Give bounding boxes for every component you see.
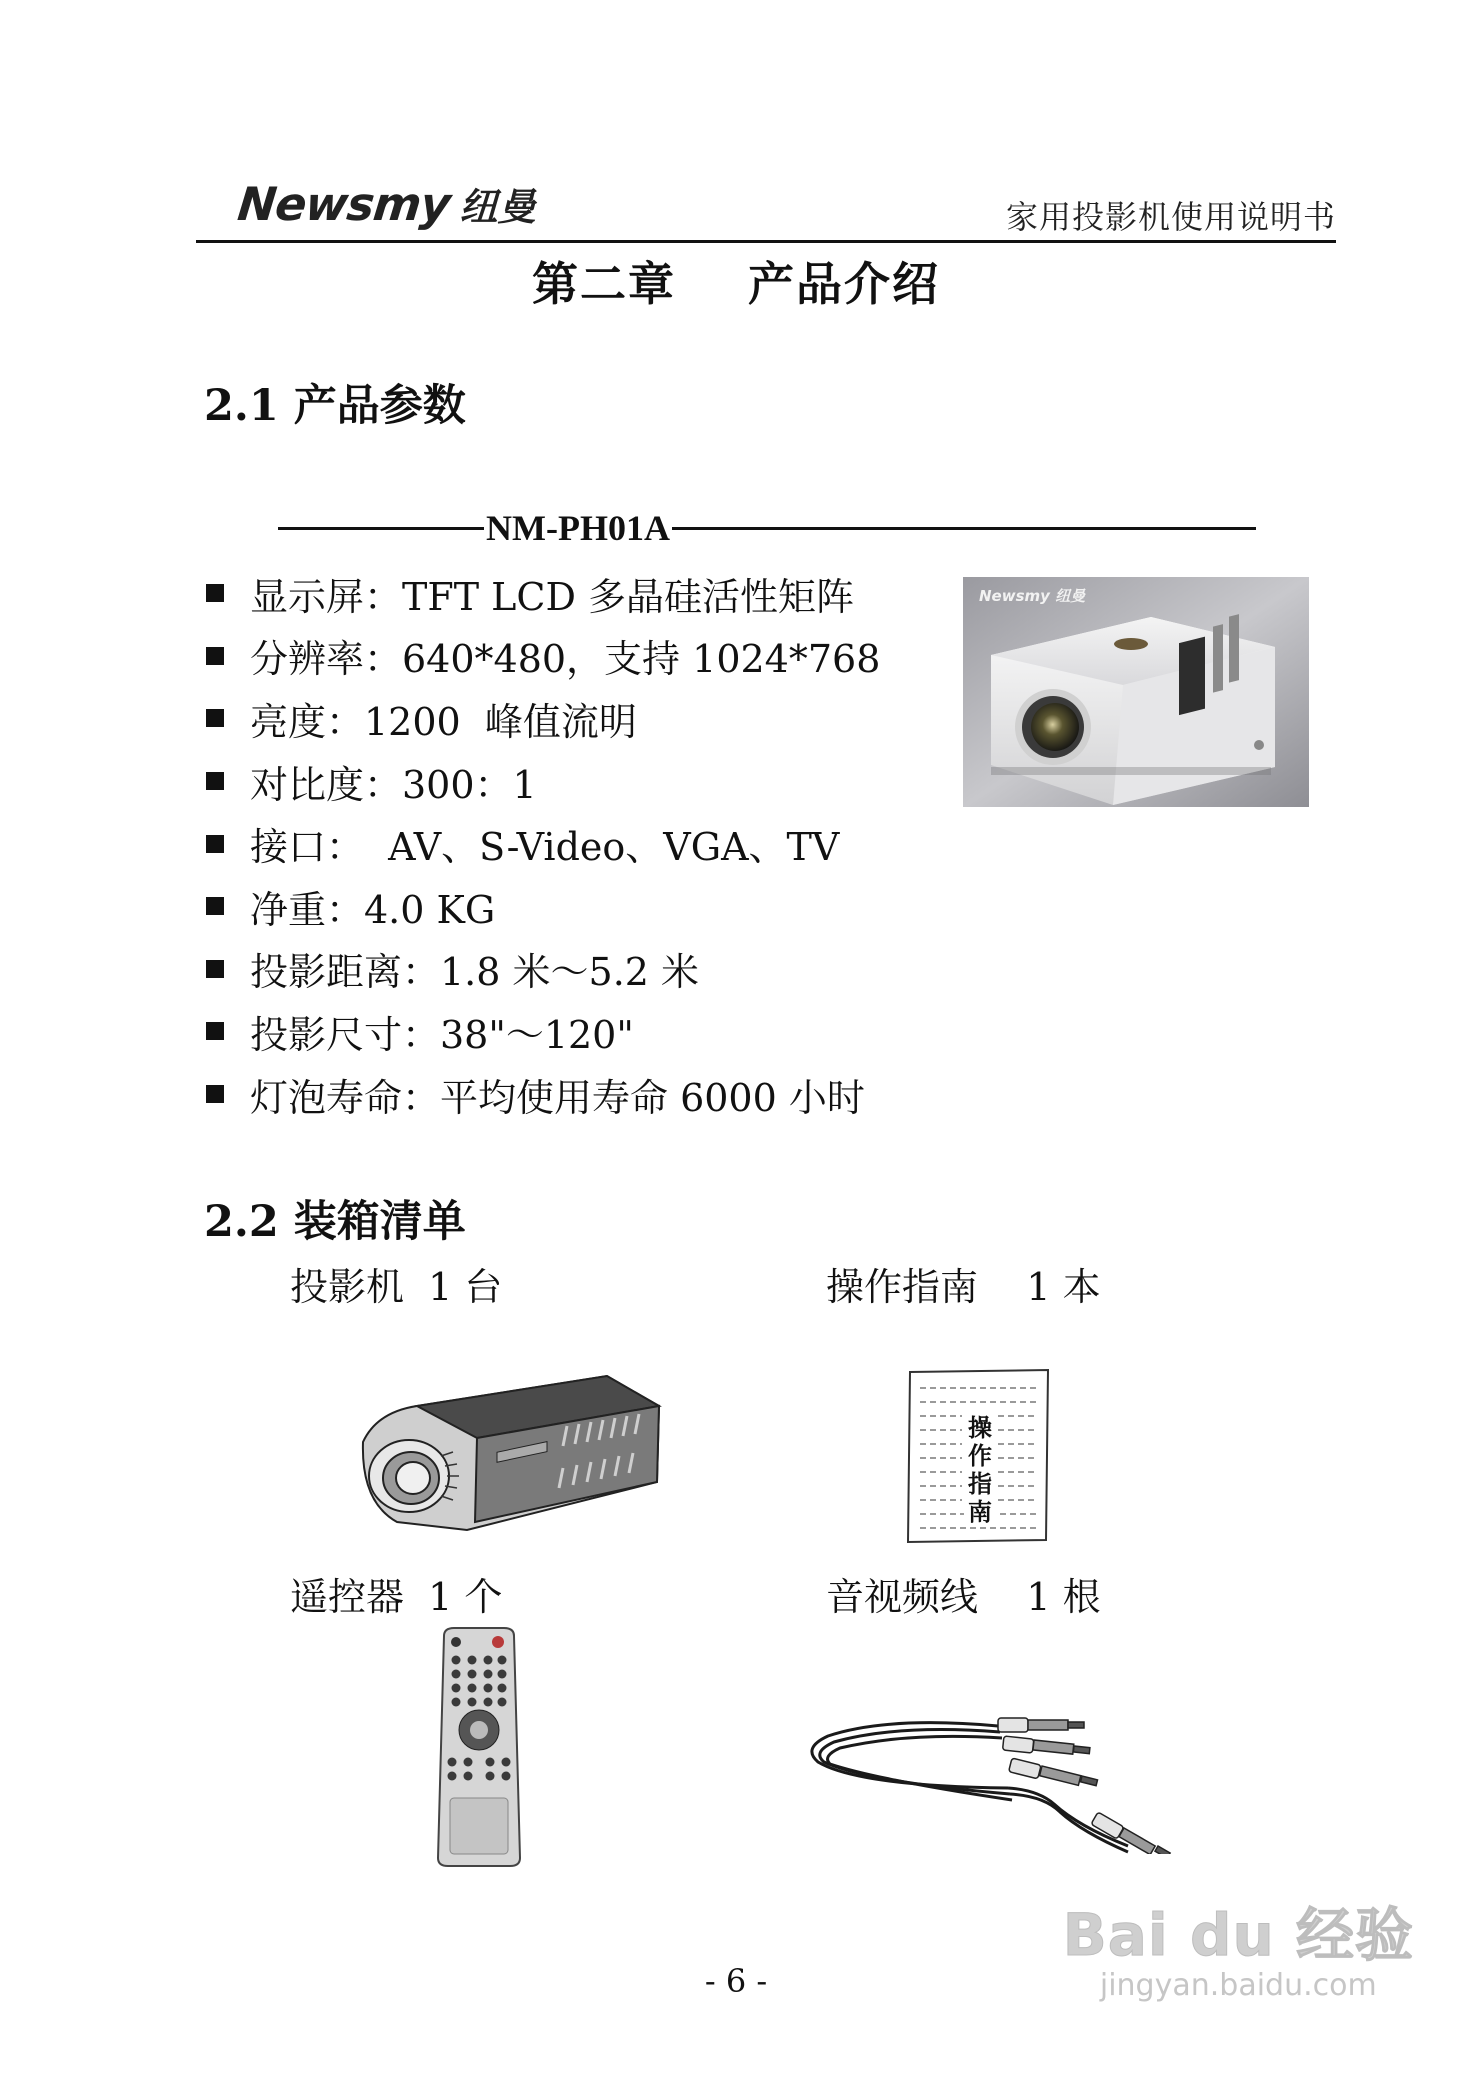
logo-text-en: Newsmy — [235, 177, 453, 231]
spec-item — [206, 687, 880, 750]
page-number: - 6 - — [704, 1962, 768, 2000]
watermark-url: jingyan.baidu.com — [1099, 1968, 1377, 2003]
spec-item — [206, 875, 880, 938]
section-heading-specs: 2.1 产品参数 — [204, 381, 466, 431]
spec-item — [206, 750, 880, 813]
spec-item — [206, 562, 880, 625]
header-divider — [196, 240, 1336, 243]
spec-item — [206, 1063, 880, 1126]
spec-text: 净重：4.0 KG — [250, 887, 496, 932]
packing-item-projector-label: 投影机 1 台 — [290, 1265, 503, 1309]
section-heading-packing-list: 2.2 装箱清单 — [204, 1197, 466, 1247]
baidu-jingyan-watermark — [1063, 1888, 1414, 2003]
projector-photo — [963, 577, 1309, 807]
packing-item-manual-label: 操作指南 1 本 — [826, 1265, 1101, 1309]
manual-cover-char: 南 — [968, 1498, 992, 1526]
chapter-number: 第二章 — [531, 257, 676, 311]
spec-item — [206, 1000, 880, 1063]
model-rule-left — [278, 527, 484, 530]
packing-item-cable-label: 音视频线 1 根 — [826, 1575, 1101, 1619]
projector-icon — [357, 1372, 667, 1534]
manual-cover-char: 操 — [968, 1414, 992, 1442]
manual-cover-char: 作 — [968, 1442, 992, 1470]
packing-item-remote-label: 遥控器 1 个 — [290, 1575, 503, 1619]
spec-text: 分辨率：640*480，支持 1024*768 — [250, 637, 881, 682]
bullet-square-icon — [206, 960, 224, 978]
bullet-square-icon — [206, 897, 224, 915]
watermark-brand: Bai du 经验 — [1062, 1901, 1414, 1969]
remote-control-icon — [436, 1626, 522, 1868]
photo-logo-text: Newsmy 纽曼 — [979, 587, 1086, 605]
manual-icon — [906, 1368, 1052, 1544]
spec-item — [206, 938, 880, 1001]
av-cable-icon — [798, 1696, 1218, 1854]
spec-list — [206, 562, 880, 1125]
model-banner — [278, 503, 1256, 553]
model-rule-right — [672, 527, 1256, 530]
bullet-square-icon — [206, 647, 224, 665]
spec-text: 投影距离：1.8 米～5.2 米 — [250, 950, 700, 995]
model-number: NM-PH01A — [486, 508, 670, 548]
spec-text: 接口： AV、S-Video、VGA、TV — [250, 825, 840, 870]
spec-text: 投影尺寸：38"～120" — [250, 1012, 634, 1057]
spec-text: 亮度：1200 峰值流明 — [250, 699, 637, 744]
logo-text-cn: 纽曼 — [459, 185, 536, 229]
bullet-square-icon — [206, 1085, 224, 1103]
spec-text: 对比度：300：1 — [250, 762, 537, 807]
bullet-square-icon — [206, 772, 224, 790]
chapter-title — [0, 248, 1472, 314]
bullet-square-icon — [206, 584, 224, 602]
spec-item — [206, 625, 880, 688]
spec-text: 灯泡寿命：平均使用寿命 6000 小时 — [250, 1075, 865, 1120]
spec-item — [206, 812, 880, 875]
bullet-square-icon — [206, 709, 224, 727]
chapter-name: 产品介绍 — [748, 257, 941, 311]
manual-cover-char: 指 — [968, 1470, 992, 1498]
brand-logo — [235, 176, 536, 231]
bullet-square-icon — [206, 1022, 224, 1040]
spec-text: 显示屏：TFT LCD 多晶硅活性矩阵 — [250, 574, 854, 619]
bullet-square-icon — [206, 835, 224, 853]
document-title: 家用投影机使用说明书 — [1005, 198, 1336, 236]
